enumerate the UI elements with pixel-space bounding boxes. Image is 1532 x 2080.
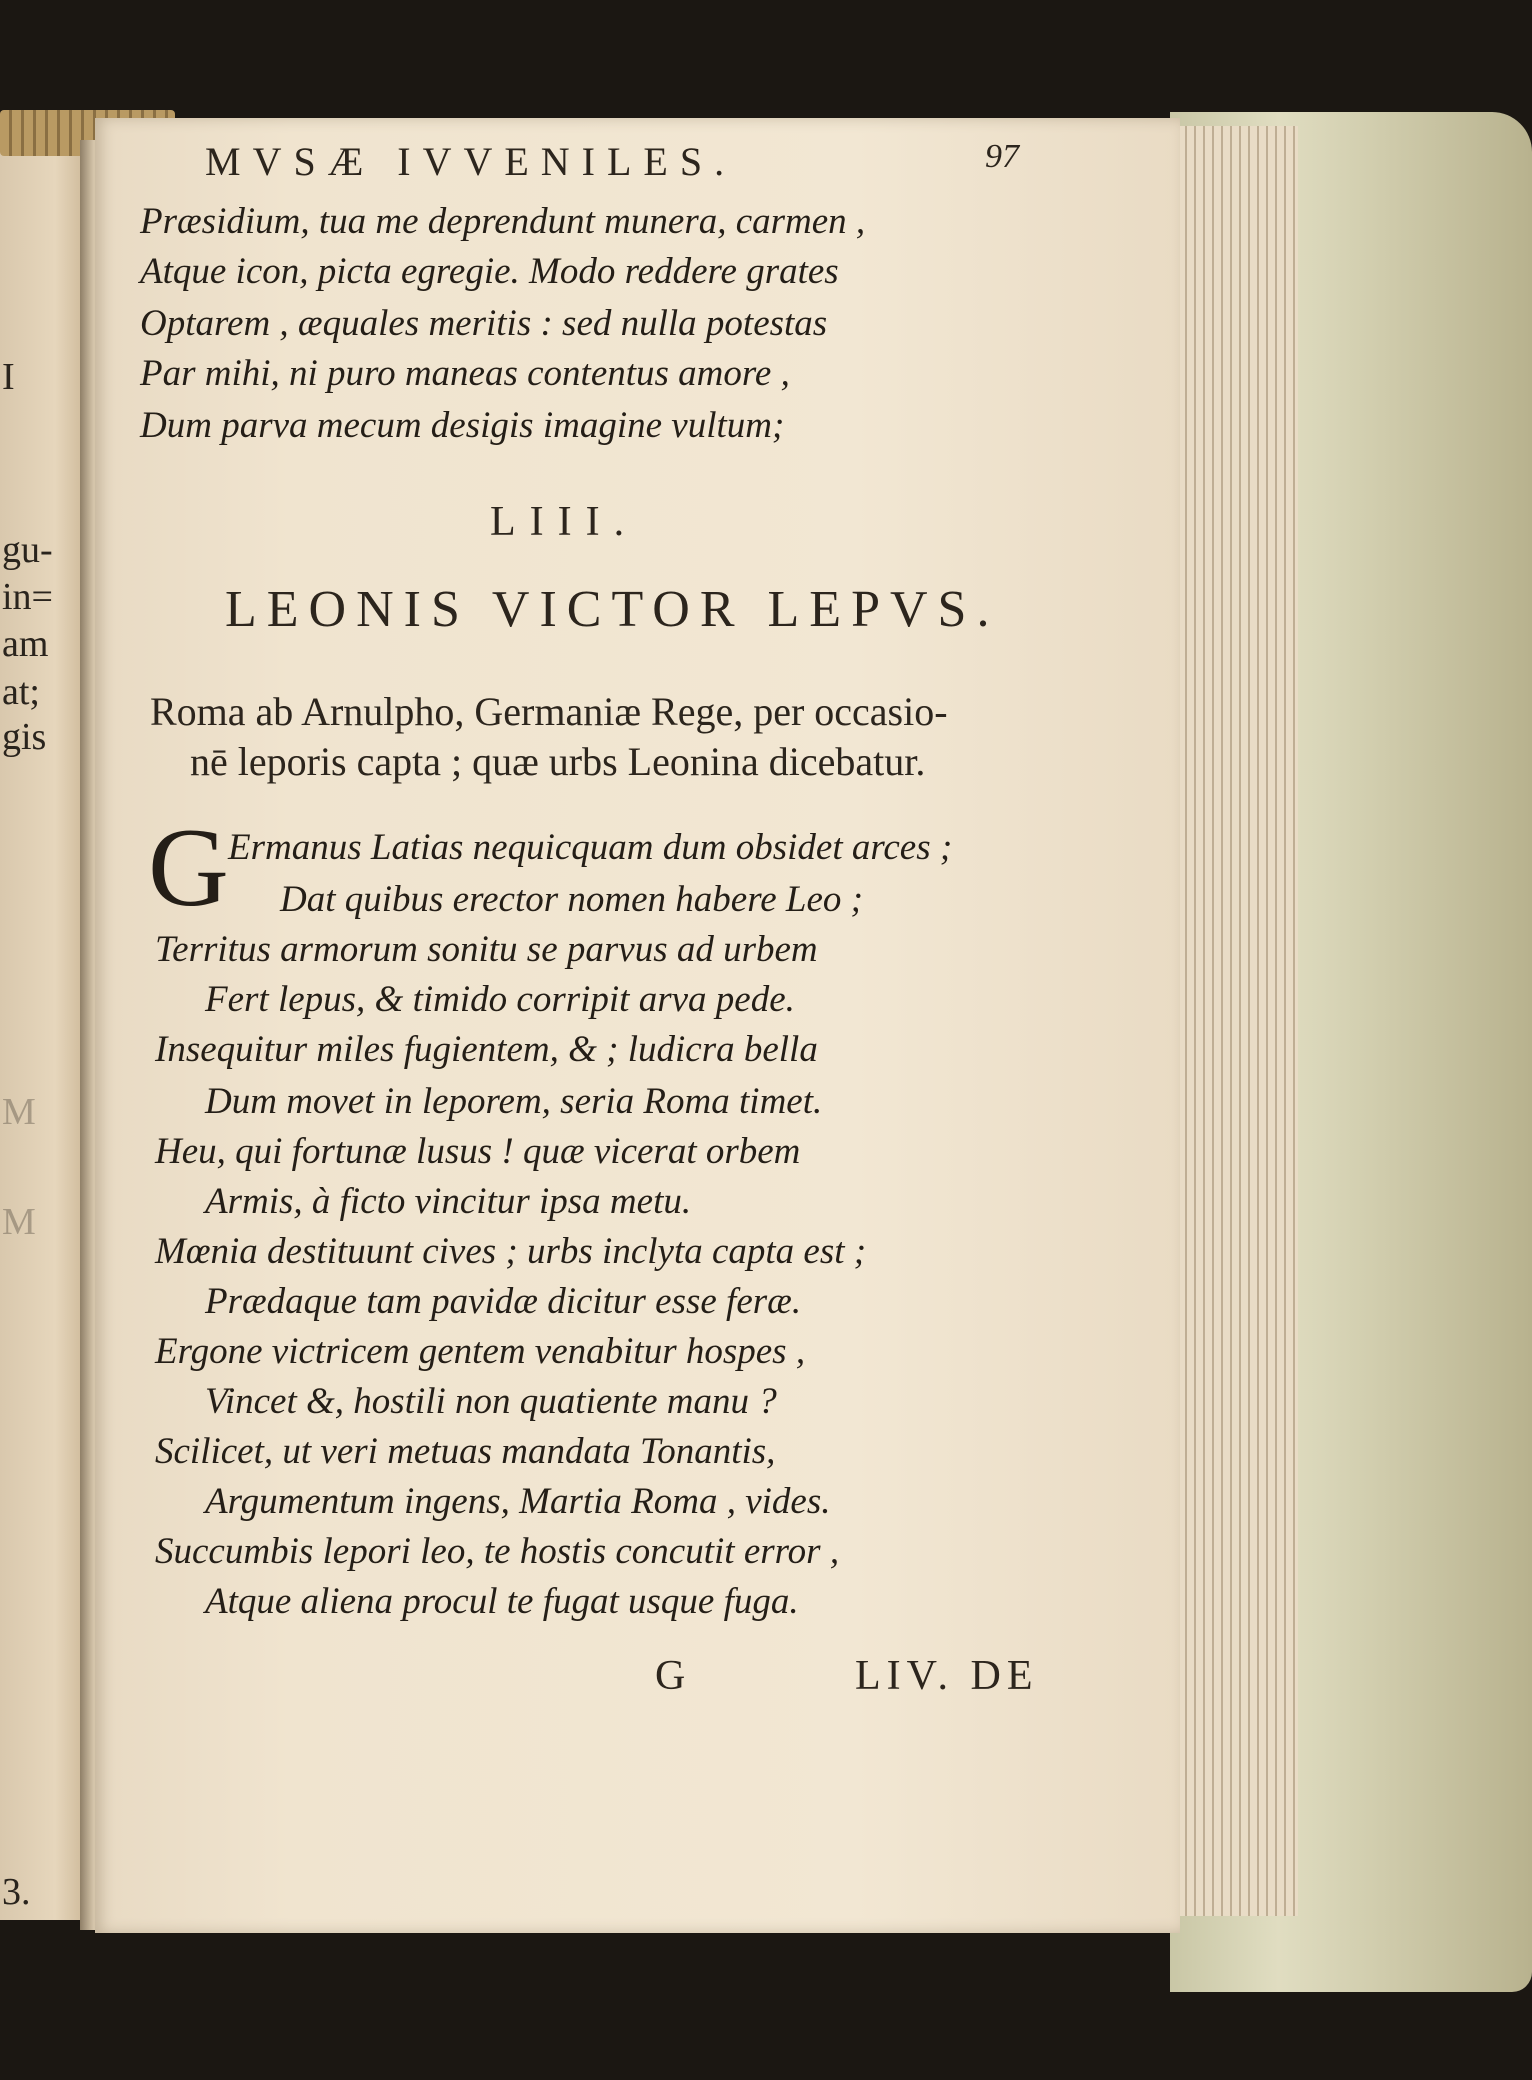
poem-line: Argumentum ingens, Martia Roma , vides.	[205, 1481, 831, 1522]
catchword: LIV. DE	[855, 1653, 1039, 1699]
argument-line: Roma ab Arnulpho, Germaniæ Rege, per occasio-	[150, 689, 948, 734]
opening-verse-line: Præsidium, tua me deprendunt munera, carmen ,	[140, 201, 866, 242]
argument-line: nē leporis capta ; quæ urbs Leonina dicebatur.	[190, 739, 926, 784]
left-page-fragment: I	[2, 356, 15, 398]
left-page-fragment: M	[2, 1201, 36, 1243]
poem-line: Scilicet, ut veri metuas mandata Tonantis,	[155, 1431, 776, 1472]
opening-verse-line: Par mihi, ni puro maneas contentus amore ,	[140, 353, 790, 394]
opening-verse-line: Optarem , æquales meritis : sed nulla potestas	[140, 303, 828, 344]
poem-line: Insequitur miles fugientem, & ; ludicra bella	[155, 1029, 818, 1070]
poem-line: Armis, à ficto vincitur ipsa metu.	[205, 1181, 692, 1222]
left-page-fragment: in=	[2, 576, 53, 618]
poem-line: Fert lepus, & timido corripit arva pede.	[205, 979, 795, 1020]
emblem-number: LIII.	[490, 499, 639, 545]
left-page-fragment: gis	[2, 716, 47, 758]
opening-verse-line: Dum parva mecum desigis imagine vultum;	[140, 405, 785, 446]
poem-line: Ergone victricem gentem venabitur hospes ,	[155, 1331, 806, 1372]
left-page	[0, 150, 92, 1920]
poem-line: Succumbis lepori leo, te hostis concutit error ,	[155, 1531, 840, 1572]
left-page-fragment: gu-	[2, 529, 53, 571]
left-page-fragment: am	[2, 623, 49, 665]
poem-line: Territus armorum sonitu se parvus ad urbem	[155, 929, 818, 970]
poem-line: Atque aliena procul te fugat usque fuga.	[205, 1581, 799, 1622]
poem-line: Dum movet in leporem, seria Roma timet.	[205, 1081, 823, 1122]
running-head: MVSÆ IVVENILES.	[205, 139, 737, 184]
signature-mark: G	[655, 1653, 686, 1699]
poem-line: Dat quibus erector nomen habere Leo ;	[280, 879, 863, 920]
drop-cap: G	[148, 806, 229, 930]
page-edges	[1178, 126, 1298, 1916]
opening-verse-line: Atque icon, picta egregie. Modo reddere grates	[140, 251, 839, 292]
poem-line: Vincet &, hostili non quatiente manu ?	[205, 1381, 777, 1422]
left-page-fragment: M	[2, 1091, 36, 1133]
poem-line: Mœnia destituunt cives ; urbs inclyta capta est ;	[155, 1231, 867, 1272]
emblem-title: LEONIS VICTOR LEPVS.	[225, 581, 1000, 638]
poem-line: Prædaque tam pavidæ dicitur esse feræ.	[205, 1281, 802, 1322]
left-page-fragment: 3.	[2, 1871, 31, 1913]
poem-line: Ermanus Latias nequicquam dum obsidet arces ;	[228, 827, 953, 868]
poem-line: Heu, qui fortunæ lusus ! quæ vicerat orbem	[155, 1131, 801, 1172]
left-page-fragment: at;	[2, 671, 40, 713]
page-number: 97	[985, 138, 1019, 175]
